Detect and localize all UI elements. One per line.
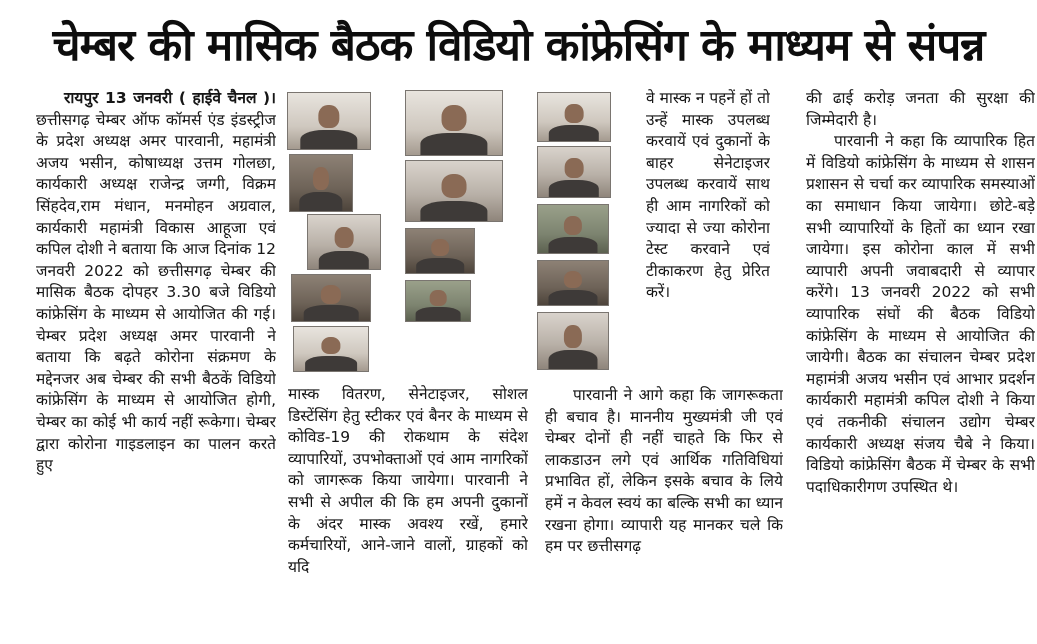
participant-photo [537, 146, 611, 198]
article-column-3-bottom [545, 385, 783, 644]
paragraph: पारवानी ने आगे कहा कि जागरूकता ही बचाव है। माननीय मुख्यमंत्री जी एवं चेम्बर दोनों ही नहीं चाहते कि फिर से लाकडाउन लगे एवं आर्थिक गतिविधियां प्रभावित हों, लेकिन इसके बचाव के लिये हमें न केवल स्वयं का बल्कि सभी का ध्यान रखना होगा। व्यापारी यह मानकर चले कि हम पर छत्तीसगढ़ [545, 386, 783, 556]
headline: चेम्बर की मासिक बैठक विडियो कांफ्रेसिंग के माध्यम से संपन्न [52, 20, 985, 71]
participant-photo [289, 154, 353, 212]
paragraph: पारवानी ने कहा कि व्यापारिक हित में विडियो कांफ्रेसिंग के माध्यम से शासन प्रशासन से चर्चा कर व्यापारिक समस्याओं का समाधान किया जायेगा। छोटे-बड़े सभी व्यापारियों के हितों का ध्यान रखा जायेगा। इस कोरोना काल में सभी व्यापारी अपनी जवाबदारी से व्यापार करेंगे। 13 जनवरी 2022 को सभी व्यापारिक संघों की बैठक विडियो कांफ्रेसिंग के माध्यम से आयोजित की जायेगी। बैठक का संचालन चेम्बर प्रदेश महामंत्री अजय भसीन एवं आभार प्रदर्शन कार्यकारी महामंत्री कपिल दोशी ने किया एवं तकनीकी संचालन उद्योग चेम्बर कार्यकारी अध्यक्ष संजय चैबे ने किया। विडियो कांफ्रेसिंग बैठक में चेम्बर के सभी पदाधिकारीगण उपस्थित थे। [806, 132, 1035, 496]
article-column-4 [806, 88, 1035, 644]
participant-photo [287, 92, 371, 150]
participant-photo [537, 92, 611, 142]
paragraph: की ढाई करोड़ जनता की सुरक्षा की जिम्मेदारी है। [806, 89, 1035, 129]
participant-photo [405, 160, 503, 222]
participant-photo [537, 204, 609, 254]
participant-photo [537, 260, 609, 306]
paragraph: मास्क वितरण, सेनेटाइजर, सोशल डिस्टेंसिंग हेतु स्टीकर एवं बैनर के माध्यम से कोविड-19 की रोकथाम के संदेश व्यापारियों, उपभोक्ताओं एवं आम नागरिकों को जागरूक किया जायेगा। पारवानी ने सभी से अपील की कि हम अपनी दुकानों के अंदर मास्क अवश्य रखें, हमारे कर्मचारियों, आने-जाने वालों, ग्राहकों को यदि [288, 385, 528, 576]
article-column-3-top [646, 88, 770, 388]
paragraph [36, 88, 276, 477]
participant-photo [405, 228, 475, 274]
participant-photo [291, 274, 371, 322]
video-conference-photo-collage [287, 88, 633, 374]
participant-photo [537, 312, 609, 370]
article-column-1 [36, 88, 276, 644]
paragraph: वे मास्क न पहनें हों तो उन्हें मास्क उपलब्ध करवायें एवं दुकानों के बाहर सेनेटाइजर उपलब्ध करवायें साथ ही आम नागरिकों को ज्यादा से ज्या कोरोना टेस्ट करवाने एवं टीकाकरण हेतु प्रेरित करें। [646, 89, 770, 302]
participant-photo [307, 214, 381, 270]
participant-photo [405, 280, 471, 322]
paragraph-text: छत्तीसगढ़ चेम्बर ऑफ कॉमर्स एंड इंडस्ट्रीज के प्रदेश अध्यक्ष अमर पारवानी, महामंत्री अजय भसीन, कोषाध्यक्ष उत्तम गोलछा, कार्यकारी अध्यक्ष राजेन्द्र जग्गी, विक्रम सिंहदेव,राम मंधान, मनमोहन अग्रवाल, कार्यकारी महामंत्री विकास आहूजा एवं कपिल दोशी ने बताया कि आज दिनांक 12 जनवरी 2022 को छत्तीसगढ़ चेम्बर की मासिक बैठक दोपहर 3.30 बजे विडियो कांफ्रेसिंग के माध्यम से आयोजित की गई। [36, 110, 276, 323]
participant-photo [405, 90, 503, 156]
paragraph-text: चेम्बर प्रदेश अध्यक्ष अमर पारवानी ने बताया कि बढ़ते कोरोना संक्रमण के मद्देनजर अब चेम्बर की सभी बैठकें विडियो कांफ्रेसिंग के माध्यम से आयोजित होगी, चेम्बर का कोई भी कार्य नहीं रूकेगा। चेम्बर द्वारा कोरोना गाइडलाइन का पालन करते हुए [36, 326, 276, 475]
participant-photo [293, 326, 369, 372]
article-column-2 [288, 384, 528, 644]
dateline: रायपुर 13 जनवरी ( हाईवे चैनल )। [64, 89, 276, 107]
